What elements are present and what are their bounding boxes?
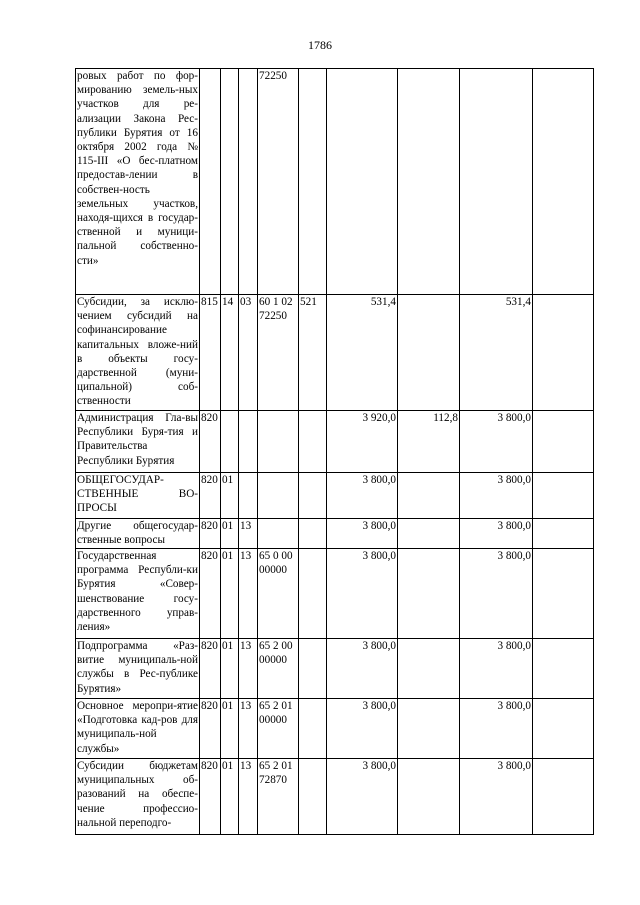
table-row (76, 295, 594, 411)
page-number: 1786 (308, 38, 332, 52)
col3-value: 3 800,0 (460, 699, 533, 759)
csr-code (258, 411, 299, 473)
row-name: ровых работ по фор-мированию земель-ных участков для ре-ализации Закона Рес-публики Бурятия от 16 октября 2002 года № 115-III «О бес-платном предостав-лении в собствен-ность земельных участков, находя-щихся в государ-ственной и муници-пальной собственно-сти» (76, 69, 200, 295)
pr-code: 13 (239, 699, 258, 759)
ved-code: 820 (200, 411, 221, 473)
pr-code (239, 473, 258, 519)
row-name: Субсидии, за исклю-чением субсидий на софинансирование капитальных вложе-ний в объекты госу-дарственной (муни-ципальной) соб-ственности (76, 295, 200, 411)
vr-code (299, 699, 327, 759)
col4-value (533, 519, 594, 549)
vr-code (299, 519, 327, 549)
rz-code (221, 411, 239, 473)
row-name: Администрация Гла-вы Республики Буря-тия и Правительства Республики Бурятия (76, 411, 200, 473)
ved-code: 820 (200, 549, 221, 639)
col2-value (398, 69, 460, 295)
sum-value: 3 800,0 (327, 549, 398, 639)
sum-value: 3 800,0 (327, 519, 398, 549)
col4-value (533, 295, 594, 411)
vr-code: 521 (299, 295, 327, 411)
ved-code: 820 (200, 699, 221, 759)
table-row (76, 759, 594, 835)
col4-value (533, 699, 594, 759)
col4-value (533, 639, 594, 699)
col4-value (533, 411, 594, 473)
rz-code: 01 (221, 473, 239, 519)
col4-value (533, 549, 594, 639)
col3-value: 3 800,0 (460, 639, 533, 699)
vr-code (299, 639, 327, 699)
table-row (76, 549, 594, 639)
col4-value (533, 759, 594, 835)
sum-value: 3 920,0 (327, 411, 398, 473)
pr-code: 13 (239, 759, 258, 835)
csr-code: 65 2 01 72870 (258, 759, 299, 835)
row-name: Подпрограмма «Раз-витие муниципаль-ной службы в Рес-публике Бурятия» (76, 639, 200, 699)
pr-code: 03 (239, 295, 258, 411)
rz-code: 01 (221, 759, 239, 835)
col3-value: 3 800,0 (460, 759, 533, 835)
col3-value: 3 800,0 (460, 411, 533, 473)
pr-code: 13 (239, 549, 258, 639)
vr-code (299, 759, 327, 835)
col3-value: 3 800,0 (460, 519, 533, 549)
csr-code (258, 519, 299, 549)
ved-code: 820 (200, 473, 221, 519)
table-row (76, 473, 594, 519)
rz-code (221, 69, 239, 295)
col2-value (398, 639, 460, 699)
ved-code: 820 (200, 759, 221, 835)
sum-value: 3 800,0 (327, 639, 398, 699)
col2-value (398, 519, 460, 549)
table-row (76, 411, 594, 473)
rz-code: 14 (221, 295, 239, 411)
table-row (76, 639, 594, 699)
pr-code (239, 69, 258, 295)
rz-code: 01 (221, 699, 239, 759)
csr-code: 60 1 02 72250 (258, 295, 299, 411)
pr-code: 13 (239, 519, 258, 549)
table-row (76, 69, 594, 295)
col4-value (533, 473, 594, 519)
row-name: Основное меропри-ятие «Подготовка кад-ров для муниципаль-ной службы» (76, 699, 200, 759)
col3-value (460, 69, 533, 295)
row-name: Другие общегосудар-ственные вопросы (76, 519, 200, 549)
vr-code (299, 473, 327, 519)
ved-code: 820 (200, 639, 221, 699)
sum-value: 531,4 (327, 295, 398, 411)
csr-code (258, 473, 299, 519)
table-row (76, 699, 594, 759)
csr-code: 65 2 00 00000 (258, 639, 299, 699)
col2-value (398, 699, 460, 759)
ved-code: 820 (200, 519, 221, 549)
budget-table (75, 68, 594, 835)
col3-value: 531,4 (460, 295, 533, 411)
vr-code (299, 549, 327, 639)
sum-value: 3 800,0 (327, 759, 398, 835)
sum-value: 3 800,0 (327, 473, 398, 519)
table-row (76, 519, 594, 549)
ved-code (200, 69, 221, 295)
row-name: Субсидии бюджетам муниципальных об-разований на обеспе-чение профессио-нальной переподго- (76, 759, 200, 835)
csr-code: 72250 (258, 69, 299, 295)
budget-table-body (76, 69, 594, 835)
col2-value (398, 549, 460, 639)
csr-code: 65 0 00 00000 (258, 549, 299, 639)
col2-value: 112,8 (398, 411, 460, 473)
vr-code (299, 411, 327, 473)
col2-value (398, 295, 460, 411)
col3-value: 3 800,0 (460, 473, 533, 519)
pr-code: 13 (239, 639, 258, 699)
col4-value (533, 69, 594, 295)
row-name: ОБЩЕГОСУДАР-СТВЕННЫЕ ВО-ПРОСЫ (76, 473, 200, 519)
col3-value: 3 800,0 (460, 549, 533, 639)
ved-code: 815 (200, 295, 221, 411)
col2-value (398, 473, 460, 519)
rz-code: 01 (221, 519, 239, 549)
rz-code: 01 (221, 639, 239, 699)
col2-value (398, 759, 460, 835)
pr-code (239, 411, 258, 473)
row-name: Государственная программа Республи-ки Бурятия «Совер-шенствование госу-дарственного управ-ления» (76, 549, 200, 639)
sum-value (327, 69, 398, 295)
csr-code: 65 2 01 00000 (258, 699, 299, 759)
sum-value: 3 800,0 (327, 699, 398, 759)
rz-code: 01 (221, 549, 239, 639)
vr-code (299, 69, 327, 295)
